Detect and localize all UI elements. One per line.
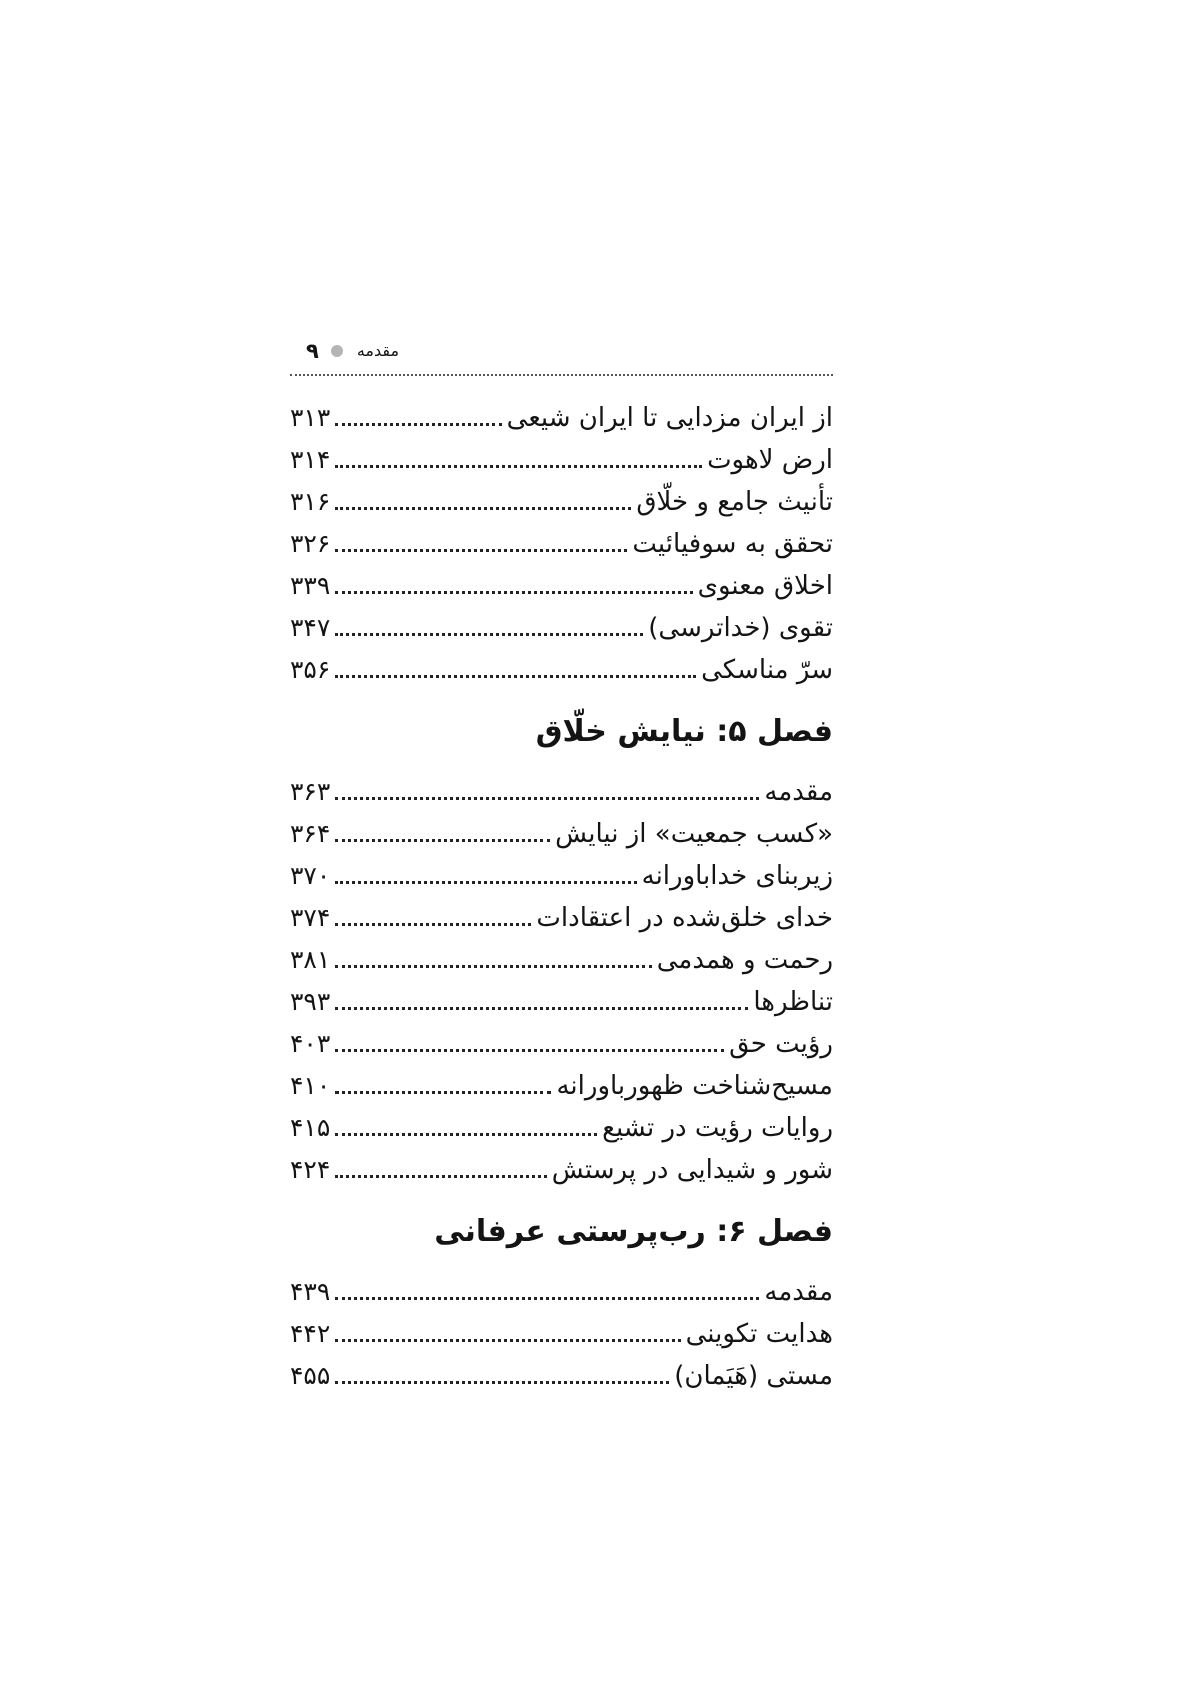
toc-entry-page: ۳۱۶ [290,487,331,516]
toc-row [290,1146,833,1188]
toc-entry-title: خدای خلق‌شده در اعتقادات [536,903,833,933]
page-content [290,338,833,1394]
toc-entry-page: ۴۱۵ [290,1113,331,1142]
toc-row [290,810,833,852]
toc-entry-title: مقدمه [764,1277,833,1307]
running-header [290,338,833,364]
toc-entry-page: ۳۶۴ [290,819,331,848]
toc-row [290,436,833,478]
dot-leader [335,1175,546,1178]
dot-leader [335,633,643,636]
toc-row [290,562,833,604]
toc-entry-title: «کسب جمعیت» از نیایش [555,819,833,849]
header-section-label: مقدمه [356,341,400,360]
toc-entry-page: ۳۷۰ [290,861,331,890]
toc-entry-title: سرّ مناسکی [701,655,833,685]
dot-leader [335,797,759,800]
toc-row [290,1268,833,1310]
toc-row [290,768,833,810]
toc-entry-title: تقوی (خداترسی) [648,613,833,643]
header-dotted-rule [290,374,833,376]
chapter-heading: فصل ۵: نیایش خلّاق [535,714,833,749]
toc-entry-page: ۳۱۴ [290,445,331,474]
toc-entry-page: ۴۳۹ [290,1277,331,1306]
dot-leader [335,465,702,468]
toc-row [290,978,833,1020]
toc-entry-title: تأنیث جامع و خلّاق [636,487,833,517]
dot-leader [335,965,651,968]
toc-row [290,1104,833,1146]
toc-entry-page: ۳۷۴ [290,903,331,932]
dot-leader [335,923,531,926]
toc-entry-page: ۴۲۴ [290,1155,331,1184]
toc-row [290,1062,833,1104]
toc-entry-title: مستی (هَیَمان) [674,1361,833,1391]
toc-entry-page: ۳۸۱ [290,945,331,974]
toc-section [290,710,833,1188]
header-bullet-icon [331,345,343,357]
toc-entry-title: رؤیت حق [729,1029,833,1059]
toc-section [290,1210,833,1394]
toc-entry-page: ۴۴۲ [290,1319,331,1348]
toc-entry-title: مسیح‌شناخت ظهورباورانه [556,1071,833,1101]
toc-row [290,520,833,562]
toc-entry-page: ۳۱۳ [290,403,331,432]
dot-leader [335,549,627,552]
dot-leader [335,591,692,594]
toc-entry-page: ۳۴۷ [290,613,331,642]
toc-entry-title: از ایران مزدایی تا ایران شیعی [506,403,833,433]
page-number: ۹ [306,338,319,363]
toc-entry-title: شور و شیدایی در پرستش [551,1155,833,1185]
toc-entry-title: زیربنای خداباورانه [641,861,833,891]
toc-entry-page: ۴۰۳ [290,1029,331,1058]
dot-leader [335,1049,724,1052]
toc-row [290,478,833,520]
toc-row [290,1020,833,1062]
toc-entry-page: ۳۳۹ [290,571,331,600]
toc-row [290,604,833,646]
dot-leader [335,423,501,426]
toc-row [290,1352,833,1394]
dot-leader [335,1381,669,1384]
toc-row [290,646,833,688]
toc-entry-title: روایات رؤیت در تشیع [602,1113,833,1143]
toc-entry-title: ارض لاهوت [707,445,833,475]
dot-leader [335,1297,759,1300]
toc-row [290,1310,833,1352]
toc-entry-title: مقدمه [764,777,833,807]
dot-leader [335,1007,748,1010]
dot-leader [335,1091,551,1094]
dot-leader [335,1339,680,1342]
toc-entry-title: هدایت تکوینی [685,1319,833,1349]
toc-entry-page: ۳۹۳ [290,987,331,1016]
toc-entry-title: تناظرها [753,987,833,1017]
toc-row [290,936,833,978]
toc-row [290,894,833,936]
chapter-heading: فصل ۶: رب‌پرستی عرفانی [434,1214,833,1249]
toc-entry-page: ۴۵۵ [290,1361,331,1390]
dot-leader [335,1133,597,1136]
toc-row [290,852,833,894]
dot-leader [335,675,696,678]
toc-entry-title: اخلاق معنوی [697,571,833,601]
toc-entry-page: ۳۵۶ [290,655,331,684]
toc-entry-title: تحقق به سوفیائیت [632,529,833,559]
toc-entry-title: رحمت و همدمی [656,945,833,975]
dot-leader [335,839,550,842]
toc-entry-page: ۳۶۳ [290,777,331,806]
toc-row [290,394,833,436]
dot-leader [335,507,631,510]
dot-leader [335,881,636,884]
toc-section [290,394,833,688]
table-of-contents [290,394,833,1394]
toc-entry-page: ۳۲۶ [290,529,331,558]
toc-entry-page: ۴۱۰ [290,1071,331,1100]
